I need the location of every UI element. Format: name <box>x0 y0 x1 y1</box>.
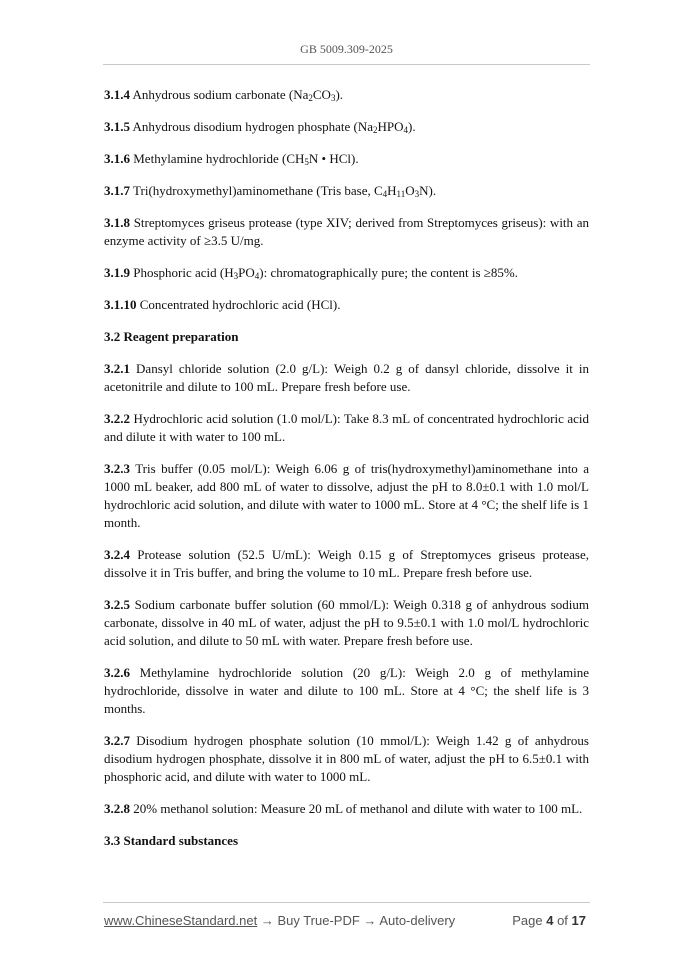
footer-divider <box>103 902 590 903</box>
clause-3-2-4: 3.2.4 Protease solution (52.5 U/mL): Weigh 0.15 g of Streptomyces griseus protease, dissolve it in Tris buffer, and bring the volume to 10 mL. Prepare fresh before use. <box>104 547 589 580</box>
clause-3-2-8: 3.2.8 20% methanol solution: Measure 20 mL of methanol and dilute with water to 100 mL. <box>104 801 583 816</box>
clause-3-2-6: 3.2.6 Methylamine hydrochloride solution (20 g/L): Weigh 2.0 g of methylamine hydrochloride, dissolve in water and dilute to 100 mL. Store at 4 °C; the shelf life is 3 months. <box>104 665 589 716</box>
auto-delivery-text: Auto-delivery <box>379 913 456 928</box>
clause-3-1-9: 3.1.9 Phosphoric acid $(H_3PO_4)$: chromatographically pure; the content is ≥85%. <box>104 265 518 281</box>
clause-3-1-7: 3.1.7 Tri(hydroxymethyl)aminomethane (Tris base, $C_4H_{11}O_3N$). <box>104 183 437 199</box>
section-heading-3-3: 3.3 Standard substances <box>104 833 239 848</box>
clause-3-2-5: 3.2.5 Sodium carbonate buffer solution (60 mmol/L): Weigh 0.318 g of anhydrous sodium carbonate, dissolve in 40 mL of water, adjust the pH to 9.5±0.1 with 1.0 mol/L hydrochloric acid solution, and dilute to 50 mL with water. Prepare fresh before use. <box>104 597 589 648</box>
clause-3-2-3: 3.2.3 Tris buffer (0.05 mol/L): Weigh 6.06 g of tris(hydroxymethyl)aminomethane into a 1000 mL beaker, add 800 mL of water to dissolve, adjust the pH to 8.0±0.1 with 1.0 mol/L hydrochloric acid solution, and dilute with water to 1000 mL. Store at 4 °C; the shelf life is 1 month. <box>104 461 590 530</box>
buy-pdf-text: Buy True-PDF <box>277 913 360 928</box>
clause-3-1-6: 3.1.6 Methylamine hydrochloride ($CH_5N$ • HCl). <box>104 151 359 167</box>
section-heading-3-2: 3.2 Reagent preparation <box>104 329 239 344</box>
footer-links <box>104 913 455 928</box>
arrow-right-icon: → <box>257 913 278 928</box>
clause-3-1-4: 3.1.4 Anhydrous sodium carbonate $(Na_2CO_3)$. <box>104 87 344 103</box>
clause-3-2-7: 3.2.7 Disodium hydrogen phosphate solution (10 mmol/L): Weigh 1.42 g of anhydrous disodium hydrogen phosphate, dissolve it in 800 mL of water, adjust the pH to 6.5±0.1 with phosphoric acid, and dilute with water to 1000 mL. <box>104 733 589 784</box>
page-header: GB 5009.309-2025 <box>300 42 393 56</box>
header-divider <box>103 64 590 65</box>
page-number: Page 4 of 17 <box>512 913 586 928</box>
page-body <box>104 86 589 864</box>
clause-3-1-5: 3.1.5 Anhydrous disodium hydrogen phosphate $(Na_2HPO_4)$. <box>104 119 416 135</box>
page-footer <box>104 913 589 931</box>
clause-3-2-2: 3.2.2 Hydrochloric acid solution (1.0 mol/L): Take 8.3 mL of concentrated hydrochloric acid and dilute it with water to 100 mL. <box>104 411 590 444</box>
clause-3-2-1: 3.2.1 Dansyl chloride solution (2.0 g/L): Weigh 0.2 g of dansyl chloride, dissolve it in acetonitrile and dilute to 100 mL. Prepare fresh before use. <box>104 361 589 394</box>
clause-3-1-8: 3.1.8 Streptomyces griseus protease (type XIV; derived from Streptomyces griseus): with an enzyme activity of ≥3.5 U/mg. <box>104 215 589 248</box>
website-link[interactable]: www.ChineseStandard.net <box>104 913 258 928</box>
clause-3-1-10: 3.1.10 Concentrated hydrochloric acid (HCl). <box>104 297 341 312</box>
arrow-right-icon: → <box>359 913 380 928</box>
